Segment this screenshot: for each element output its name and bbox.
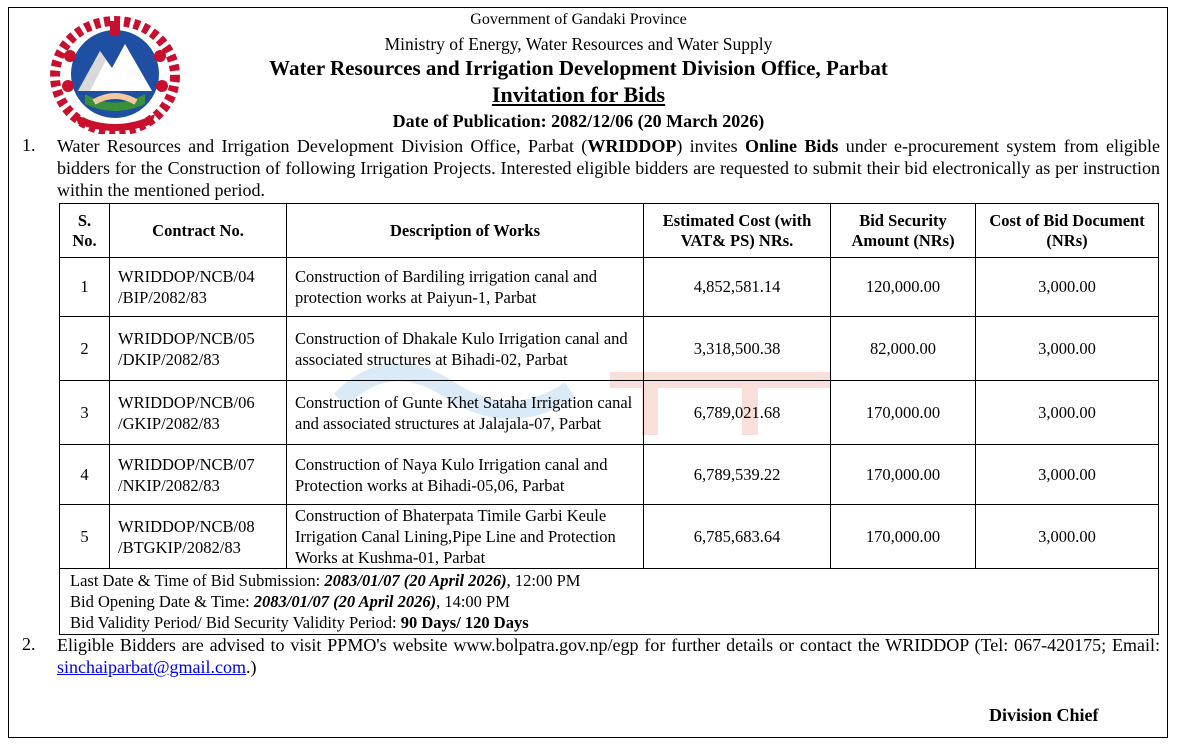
para1-number: 1. (22, 135, 36, 155)
email-link[interactable]: sinchaiparbat@gmail.com (57, 657, 247, 677)
table-row (60, 381, 1159, 445)
header-cost: Estimated Cost (with VAT& PS) NRs. (644, 204, 831, 258)
cell-security: 170,000.00 (831, 381, 976, 445)
publication-date: Date of Publication: 2082/12/06 (20 March 2026) (392, 111, 765, 131)
table-row (60, 445, 1159, 505)
bid-schedule-row (60, 569, 1159, 635)
cell-desc: Construction of Gunte Khet Sataha Irrigation canal and associated structures at Jalajala-07, Parbat (287, 381, 644, 445)
table-row (60, 317, 1159, 381)
cell-desc: Construction of Bhaterpata Timile Garbi Keule Irrigation Canal Lining,Pipe Line and Protection Works at Kushma-01, Parbat (287, 505, 644, 569)
cell-desc: Construction of Bardiling irrigation canal and protection works at Paiyun-1, Parbat (287, 258, 644, 317)
cell-security: 82,000.00 (831, 317, 976, 381)
cell-sn: 4 (60, 445, 110, 505)
cell-doc: 3,000.00 (976, 381, 1159, 445)
header-sn: S. No. (60, 204, 110, 258)
cell-cost: 3,318,500.38 (644, 317, 831, 381)
cell-security: 170,000.00 (831, 445, 976, 505)
header-doc: Cost of Bid Document (NRs) (976, 204, 1159, 258)
header-security: Bid Security Amount (NRs) (831, 204, 976, 258)
cell-sn: 2 (60, 317, 110, 381)
cell-contract: WRIDDOP/NCB/04 /BIP/2082/83 (110, 258, 287, 317)
cell-cost: 6,785,683.64 (644, 505, 831, 569)
table-header-row (60, 204, 1159, 258)
cell-contract: WRIDDOP/NCB/06 /GKIP/2082/83 (110, 381, 287, 445)
cell-cost: 6,789,021.68 (644, 381, 831, 445)
cell-cost: 4,852,581.14 (644, 258, 831, 317)
para2-text: Eligible Bidders are advised to visit PPMO's website www.bolpatra.gov.np/egp for further details or contact the WRIDDOP (Tel: 067-420175; Email: sinchaiparbat@gmail.com.) (57, 635, 1160, 677)
header-desc: Description of Works (287, 204, 644, 258)
para1-text: Water Resources and Irrigation Development Division Office, Parbat (WRIDDOP) invites Online Bids under e-procurement system from eligible bidders for the Construction of following Irrigation Projects. Interested eligible bidders are requested to submit their bid electronically as per instruction within the mentioned period. (57, 136, 1161, 200)
table-row (60, 505, 1159, 569)
cell-security: 170,000.00 (831, 505, 976, 569)
office-name: Water Resources and Irrigation Development Division Office, Parbat (269, 56, 888, 80)
cell-desc: Construction of Naya Kulo Irrigation canal and Protection works at Bihadi-05,06, Parbat (287, 445, 644, 505)
cell-doc: 3,000.00 (976, 317, 1159, 381)
bid-schedule-cell (60, 569, 1159, 635)
ministry-line: Ministry of Energy, Water Resources and Water Supply (384, 34, 773, 54)
cell-doc: 3,000.00 (976, 445, 1159, 505)
notice-title: Invitation for Bids (491, 82, 666, 107)
cell-security: 120,000.00 (831, 258, 976, 317)
cell-sn: 5 (60, 505, 110, 569)
opening-line: Bid Opening Date & Time: 2083/01/07 (20 April 2026), 14:00 PM (70, 592, 510, 611)
cell-doc: 3,000.00 (976, 258, 1159, 317)
cell-desc: Construction of Dhakale Kulo Irrigation canal and associated structures at Bihadi-02, Parbat (287, 317, 644, 381)
government-line: Government of Gandaki Province (470, 11, 687, 28)
cell-contract: WRIDDOP/NCB/07 /NKIP/2082/83 (110, 445, 287, 505)
validity-line: Bid Validity Period/ Bid Security Validity Period: 90 Days/ 120 Days (70, 613, 529, 632)
cell-sn: 3 (60, 381, 110, 445)
submission-line: Last Date & Time of Bid Submission: 2083/01/07 (20 April 2026), 12:00 PM (70, 571, 581, 590)
table-row (60, 258, 1159, 317)
cell-doc: 3,000.00 (976, 505, 1159, 569)
cell-cost: 6,789,539.22 (644, 445, 831, 505)
cell-sn: 1 (60, 258, 110, 317)
cell-contract: WRIDDOP/NCB/05 /DKIP/2082/83 (110, 317, 287, 381)
para2-number: 2. (22, 634, 36, 654)
bids-table (59, 203, 1159, 635)
signature-title: Division Chief (989, 705, 1099, 725)
header-contract: Contract No. (110, 204, 287, 258)
cell-contract: WRIDDOP/NCB/08 /BTGKIP/2082/83 (110, 505, 287, 569)
